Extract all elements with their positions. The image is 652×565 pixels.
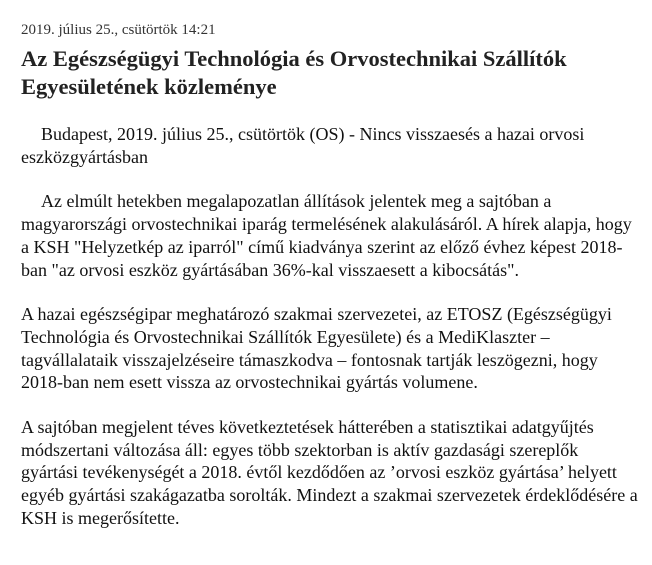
article-lead-paragraph: Budapest, 2019. július 25., csütörtök (OS) - Nincs visszaesés a hazai orvosi eszközgyártásban bbox=[21, 124, 585, 167]
article-paragraph: A hazai egészségipar meghatározó szakmai szervezetei, az ETOSZ (Egészségügyi Technológia és Orvostechnikai Szállítók Egyesülete) és a MediKlaszter – tagvállalataik visszajelzéseire támaszkodva – fontosnak tartják leszögezni, hogy 2018-ban nem esett vissza az orvostechnikai gyártás volumene. bbox=[21, 304, 612, 393]
article-paragraph: A sajtóban megjelent téves következtetések hátterében a statisztikai adatgyűjtés módszertani változása áll: egyes több szektorban is aktív gazdasági szereplők gyártási tevékenységét a 2018. évtől kezdődően az ’orvosi eszköz gyártása’ helyett egyéb gyártási szakágazatba sorolták. Mindezt a szakmai szervezetek érdeklődésére a KSH is megerősítette. bbox=[21, 417, 638, 528]
article-title: Az Egészségügyi Technológia és Orvostechnikai Szállítók Egyesületének közleménye bbox=[21, 46, 567, 99]
article-paragraph: Az elmúlt hetekben megalapozatlan állítások jelentek meg a sajtóban a magyarországi orvostechnikai iparág termelésének alakulásáról. A hírek alapja, hogy a KSH "Helyzetkép az iparról" című kiadványa szerint az előző évhez képest 2018-ban "az orvosi eszköz gyártásában 36%-kal visszaesett a kibocsátás". bbox=[21, 191, 632, 280]
article-dateline: 2019. július 25., csütörtök 14:21 bbox=[21, 22, 216, 38]
